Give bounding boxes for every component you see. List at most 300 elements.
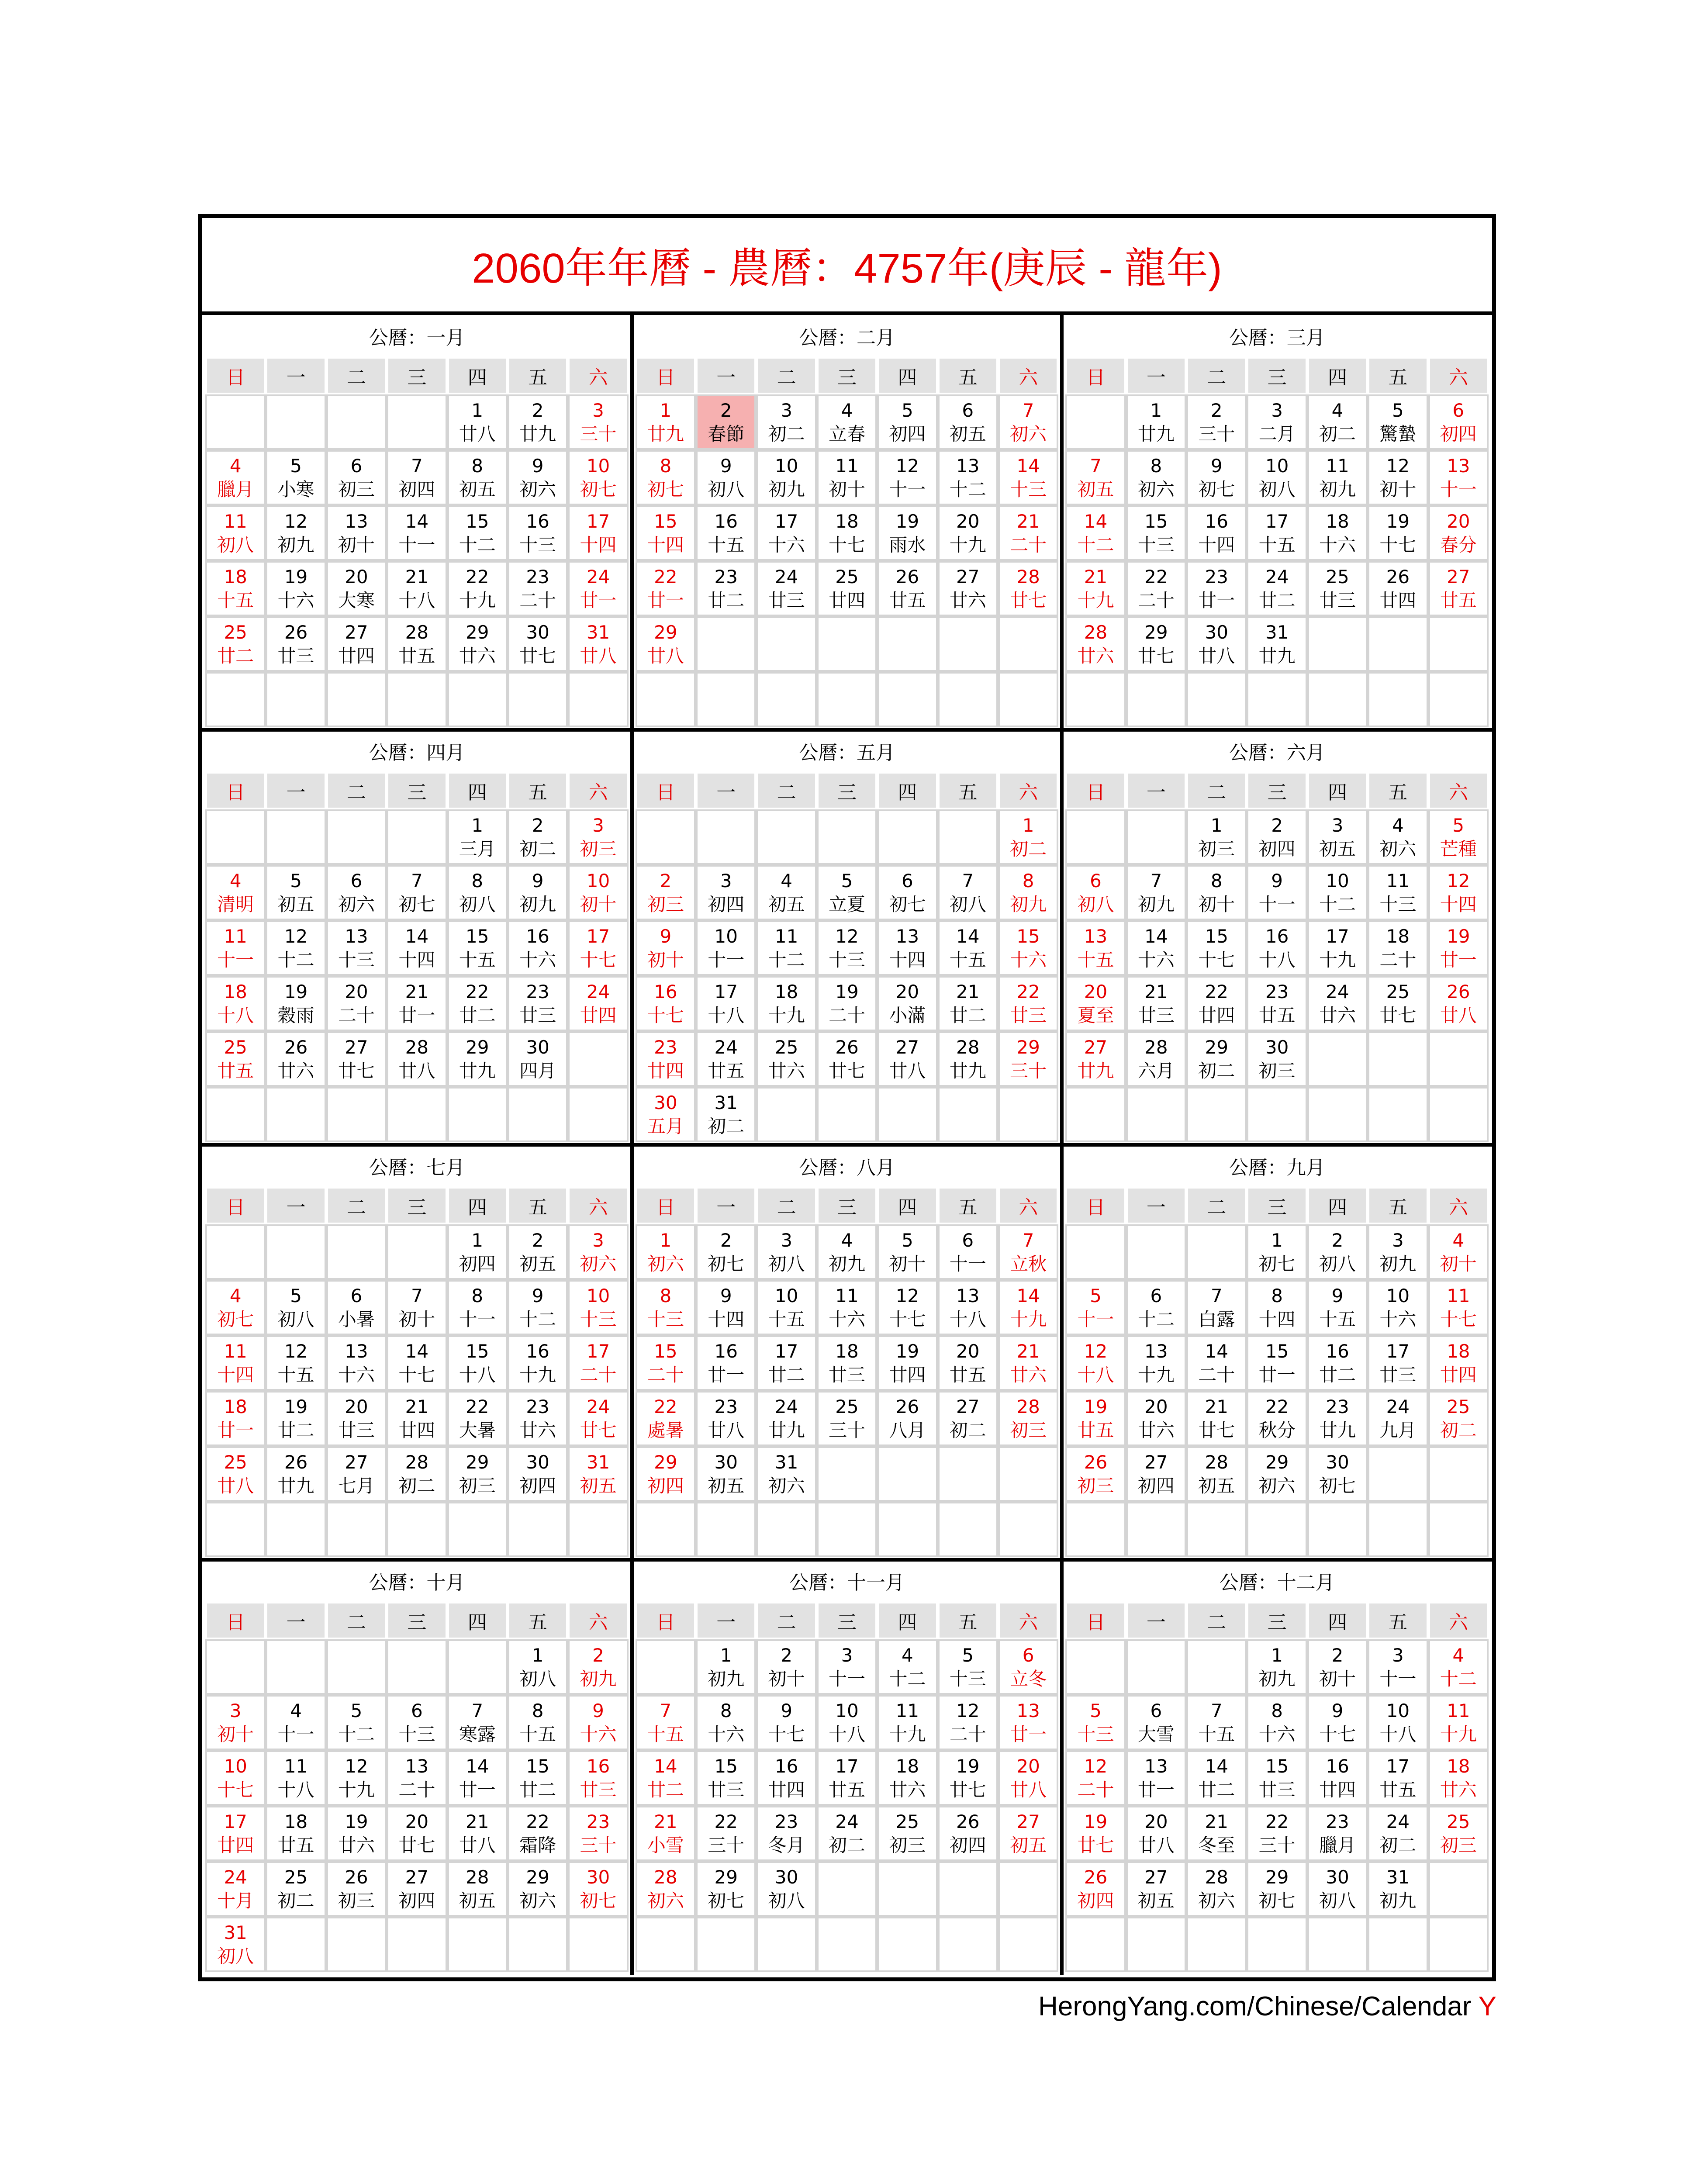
day-cell[interactable] (1247, 1280, 1307, 1335)
day-cell[interactable] (696, 1446, 756, 1502)
day-cell[interactable] (447, 450, 508, 505)
day-cell[interactable] (326, 1806, 387, 1861)
day-cell[interactable] (877, 1280, 937, 1335)
day-cell[interactable] (508, 1750, 568, 1806)
day-cell[interactable] (1428, 809, 1489, 865)
day-cell[interactable] (998, 1335, 1058, 1391)
day-cell[interactable] (877, 1391, 937, 1446)
day-cell[interactable] (266, 976, 326, 1031)
day-cell[interactable] (1368, 561, 1428, 616)
day-cell[interactable] (1247, 561, 1307, 616)
day-cell[interactable] (1428, 1224, 1489, 1280)
day-cell[interactable] (508, 561, 568, 616)
day-cell[interactable] (1065, 1695, 1126, 1750)
day-cell[interactable] (447, 505, 508, 561)
day-cell[interactable] (508, 1806, 568, 1861)
day-cell[interactable] (1247, 809, 1307, 865)
day-cell[interactable] (387, 1446, 447, 1502)
day-cell[interactable] (1126, 394, 1186, 450)
day-cell[interactable] (205, 1280, 266, 1335)
day-cell[interactable] (1065, 1031, 1126, 1087)
day-cell[interactable] (1186, 616, 1247, 672)
day-cell[interactable] (998, 1750, 1058, 1806)
day-cell[interactable] (817, 920, 877, 976)
day-cell[interactable] (205, 920, 266, 976)
day-cell[interactable] (1247, 1031, 1307, 1087)
day-cell[interactable] (938, 1031, 998, 1087)
day-cell[interactable] (266, 1391, 326, 1446)
day-cell[interactable] (696, 394, 756, 450)
day-cell[interactable] (1307, 1806, 1368, 1861)
day-cell[interactable] (1186, 1280, 1247, 1335)
day-cell[interactable] (998, 920, 1058, 976)
day-cell[interactable] (1368, 1335, 1428, 1391)
day-cell[interactable] (326, 1861, 387, 1917)
day-cell[interactable] (1428, 1639, 1489, 1695)
day-cell[interactable] (1428, 1750, 1489, 1806)
day-cell[interactable] (568, 616, 628, 672)
day-cell[interactable] (756, 561, 816, 616)
day-cell[interactable] (938, 1335, 998, 1391)
day-cell[interactable] (508, 1695, 568, 1750)
day-cell[interactable] (1065, 1750, 1126, 1806)
day-cell[interactable] (1126, 1750, 1186, 1806)
day-cell[interactable] (205, 976, 266, 1031)
day-cell[interactable] (636, 1806, 696, 1861)
day-cell[interactable] (1247, 1446, 1307, 1502)
day-cell[interactable] (568, 865, 628, 920)
day-cell[interactable] (387, 616, 447, 672)
day-cell[interactable] (447, 1224, 508, 1280)
day-cell[interactable] (1368, 394, 1428, 450)
day-cell[interactable] (387, 976, 447, 1031)
day-cell[interactable] (1186, 394, 1247, 450)
day-cell[interactable] (1186, 1391, 1247, 1446)
day-cell[interactable] (1428, 1280, 1489, 1335)
day-cell[interactable] (1428, 1806, 1489, 1861)
day-cell[interactable] (1065, 976, 1126, 1031)
day-cell[interactable] (1065, 1335, 1126, 1391)
day-cell[interactable] (1126, 561, 1186, 616)
day-cell[interactable] (636, 1280, 696, 1335)
day-cell[interactable] (636, 865, 696, 920)
day-cell[interactable] (387, 1695, 447, 1750)
day-cell[interactable] (387, 561, 447, 616)
day-cell[interactable] (568, 1224, 628, 1280)
day-cell[interactable] (636, 394, 696, 450)
day-cell[interactable] (326, 1446, 387, 1502)
day-cell[interactable] (1065, 561, 1126, 616)
day-cell[interactable] (447, 1446, 508, 1502)
day-cell[interactable] (817, 394, 877, 450)
day-cell[interactable] (1428, 505, 1489, 561)
day-cell[interactable] (508, 1224, 568, 1280)
day-cell[interactable] (877, 920, 937, 976)
day-cell[interactable] (696, 1280, 756, 1335)
day-cell[interactable] (877, 1695, 937, 1750)
day-cell[interactable] (1307, 920, 1368, 976)
day-cell[interactable] (756, 1639, 816, 1695)
day-cell[interactable] (447, 809, 508, 865)
day-cell[interactable] (1368, 1280, 1428, 1335)
day-cell[interactable] (938, 1391, 998, 1446)
day-cell[interactable] (508, 920, 568, 976)
day-cell[interactable] (266, 1280, 326, 1335)
day-cell[interactable] (447, 865, 508, 920)
day-cell[interactable] (508, 616, 568, 672)
day-cell[interactable] (1307, 505, 1368, 561)
day-cell[interactable] (696, 1695, 756, 1750)
day-cell[interactable] (508, 1861, 568, 1917)
day-cell[interactable] (636, 616, 696, 672)
day-cell[interactable] (568, 1391, 628, 1446)
day-cell[interactable] (205, 1335, 266, 1391)
day-cell[interactable] (266, 920, 326, 976)
day-cell[interactable] (1126, 1280, 1186, 1335)
day-cell[interactable] (696, 1224, 756, 1280)
day-cell[interactable] (1065, 1391, 1126, 1446)
day-cell[interactable] (938, 561, 998, 616)
day-cell[interactable] (387, 920, 447, 976)
day-cell[interactable] (817, 1031, 877, 1087)
day-cell[interactable] (817, 1280, 877, 1335)
day-cell[interactable] (756, 450, 816, 505)
day-cell[interactable] (1307, 976, 1368, 1031)
day-cell[interactable] (817, 1639, 877, 1695)
day-cell[interactable] (266, 1806, 326, 1861)
day-cell[interactable] (568, 1750, 628, 1806)
day-cell[interactable] (568, 561, 628, 616)
day-cell[interactable] (387, 1031, 447, 1087)
day-cell[interactable] (1186, 809, 1247, 865)
day-cell[interactable] (266, 1861, 326, 1917)
day-cell[interactable] (508, 1335, 568, 1391)
day-cell[interactable] (1428, 394, 1489, 450)
day-cell[interactable] (877, 450, 937, 505)
day-cell[interactable] (817, 976, 877, 1031)
day-cell[interactable] (1368, 809, 1428, 865)
day-cell[interactable] (938, 394, 998, 450)
day-cell[interactable] (998, 450, 1058, 505)
day-cell[interactable] (1368, 1861, 1428, 1917)
day-cell[interactable] (998, 1695, 1058, 1750)
day-cell[interactable] (1186, 1806, 1247, 1861)
day-cell[interactable] (1065, 920, 1126, 976)
day-cell[interactable] (568, 1861, 628, 1917)
day-cell[interactable] (1247, 1335, 1307, 1391)
day-cell[interactable] (817, 561, 877, 616)
day-cell[interactable] (1368, 865, 1428, 920)
day-cell[interactable] (326, 1335, 387, 1391)
day-cell[interactable] (205, 505, 266, 561)
day-cell[interactable] (696, 1750, 756, 1806)
day-cell[interactable] (1186, 1335, 1247, 1391)
day-cell[interactable] (1186, 976, 1247, 1031)
day-cell[interactable] (1307, 809, 1368, 865)
day-cell[interactable] (205, 1917, 266, 1972)
day-cell[interactable] (1247, 1224, 1307, 1280)
day-cell[interactable] (636, 1695, 696, 1750)
day-cell[interactable] (756, 1224, 816, 1280)
day-cell[interactable] (205, 1446, 266, 1502)
day-cell[interactable] (266, 1031, 326, 1087)
day-cell[interactable] (266, 1335, 326, 1391)
day-cell[interactable] (1247, 505, 1307, 561)
day-cell[interactable] (696, 450, 756, 505)
day-cell[interactable] (817, 1695, 877, 1750)
day-cell[interactable] (1428, 450, 1489, 505)
day-cell[interactable] (447, 1335, 508, 1391)
day-cell[interactable] (696, 1391, 756, 1446)
day-cell[interactable] (1307, 865, 1368, 920)
day-cell[interactable] (387, 1335, 447, 1391)
day-cell[interactable] (756, 920, 816, 976)
day-cell[interactable] (1307, 1391, 1368, 1446)
day-cell[interactable] (205, 865, 266, 920)
day-cell[interactable] (1247, 450, 1307, 505)
day-cell[interactable] (266, 450, 326, 505)
day-cell[interactable] (1126, 1335, 1186, 1391)
day-cell[interactable] (756, 1806, 816, 1861)
day-cell[interactable] (817, 865, 877, 920)
day-cell[interactable] (998, 1224, 1058, 1280)
day-cell[interactable] (205, 1391, 266, 1446)
day-cell[interactable] (1307, 1861, 1368, 1917)
day-cell[interactable] (636, 561, 696, 616)
day-cell[interactable] (1186, 561, 1247, 616)
day-cell[interactable] (817, 1806, 877, 1861)
day-cell[interactable] (447, 1031, 508, 1087)
day-cell[interactable] (1247, 865, 1307, 920)
day-cell[interactable] (568, 809, 628, 865)
day-cell[interactable] (1186, 1446, 1247, 1502)
day-cell[interactable] (1065, 450, 1126, 505)
day-cell[interactable] (1428, 1391, 1489, 1446)
day-cell[interactable] (1428, 1335, 1489, 1391)
day-cell[interactable] (508, 450, 568, 505)
day-cell[interactable] (568, 976, 628, 1031)
day-cell[interactable] (877, 1031, 937, 1087)
day-cell[interactable] (877, 976, 937, 1031)
day-cell[interactable] (447, 1806, 508, 1861)
day-cell[interactable] (1065, 505, 1126, 561)
day-cell[interactable] (696, 1639, 756, 1695)
day-cell[interactable] (447, 1750, 508, 1806)
day-cell[interactable] (877, 394, 937, 450)
day-cell[interactable] (1126, 1391, 1186, 1446)
day-cell[interactable] (1065, 1280, 1126, 1335)
day-cell[interactable] (266, 616, 326, 672)
day-cell[interactable] (266, 1695, 326, 1750)
day-cell[interactable] (508, 394, 568, 450)
day-cell[interactable] (387, 1861, 447, 1917)
day-cell[interactable] (1186, 1861, 1247, 1917)
day-cell[interactable] (1126, 505, 1186, 561)
day-cell[interactable] (998, 1806, 1058, 1861)
day-cell[interactable] (756, 865, 816, 920)
day-cell[interactable] (326, 976, 387, 1031)
day-cell[interactable] (326, 865, 387, 920)
day-cell[interactable] (205, 1806, 266, 1861)
day-cell[interactable] (1186, 505, 1247, 561)
day-cell[interactable] (1126, 450, 1186, 505)
day-cell[interactable] (387, 450, 447, 505)
day-cell[interactable] (1307, 1639, 1368, 1695)
day-cell[interactable] (636, 920, 696, 976)
day-cell[interactable] (696, 1031, 756, 1087)
day-cell[interactable] (1065, 865, 1126, 920)
day-cell[interactable] (938, 450, 998, 505)
day-cell[interactable] (1126, 1806, 1186, 1861)
day-cell[interactable] (1065, 1861, 1126, 1917)
day-cell[interactable] (1126, 976, 1186, 1031)
day-cell[interactable] (938, 1695, 998, 1750)
day-cell[interactable] (636, 1391, 696, 1446)
day-cell[interactable] (387, 865, 447, 920)
day-cell[interactable] (508, 865, 568, 920)
day-cell[interactable] (1126, 865, 1186, 920)
day-cell[interactable] (817, 1391, 877, 1446)
day-cell[interactable] (636, 1861, 696, 1917)
day-cell[interactable] (447, 920, 508, 976)
day-cell[interactable] (1368, 1224, 1428, 1280)
day-cell[interactable] (568, 1446, 628, 1502)
day-cell[interactable] (756, 394, 816, 450)
day-cell[interactable] (326, 1391, 387, 1446)
day-cell[interactable] (998, 809, 1058, 865)
day-cell[interactable] (326, 1750, 387, 1806)
day-cell[interactable] (1247, 1861, 1307, 1917)
day-cell[interactable] (326, 561, 387, 616)
day-cell[interactable] (205, 1695, 266, 1750)
day-cell[interactable] (1065, 1806, 1126, 1861)
day-cell[interactable] (756, 976, 816, 1031)
day-cell[interactable] (387, 1806, 447, 1861)
day-cell[interactable] (568, 1639, 628, 1695)
day-cell[interactable] (568, 1695, 628, 1750)
day-cell[interactable] (1065, 1446, 1126, 1502)
day-cell[interactable] (1186, 865, 1247, 920)
day-cell[interactable] (756, 1861, 816, 1917)
day-cell[interactable] (568, 920, 628, 976)
day-cell[interactable] (696, 505, 756, 561)
day-cell[interactable] (568, 1280, 628, 1335)
day-cell[interactable] (326, 1280, 387, 1335)
day-cell[interactable] (938, 976, 998, 1031)
day-cell[interactable] (998, 1280, 1058, 1335)
day-cell[interactable] (508, 1031, 568, 1087)
day-cell[interactable] (1368, 1750, 1428, 1806)
day-cell[interactable] (1307, 1335, 1368, 1391)
day-cell[interactable] (508, 976, 568, 1031)
day-cell[interactable] (1428, 1695, 1489, 1750)
day-cell[interactable] (266, 1750, 326, 1806)
day-cell[interactable] (387, 1280, 447, 1335)
day-cell[interactable] (636, 1224, 696, 1280)
day-cell[interactable] (1247, 1750, 1307, 1806)
day-cell[interactable] (1186, 1695, 1247, 1750)
day-cell[interactable] (326, 920, 387, 976)
day-cell[interactable] (447, 616, 508, 672)
day-cell[interactable] (938, 865, 998, 920)
day-cell[interactable] (326, 1695, 387, 1750)
day-cell[interactable] (1126, 1031, 1186, 1087)
day-cell[interactable] (1368, 1639, 1428, 1695)
day-cell[interactable] (1186, 1750, 1247, 1806)
day-cell[interactable] (387, 1750, 447, 1806)
day-cell[interactable] (1307, 561, 1368, 616)
day-cell[interactable] (1307, 450, 1368, 505)
day-cell[interactable] (1247, 920, 1307, 976)
day-cell[interactable] (326, 450, 387, 505)
day-cell[interactable] (756, 1335, 816, 1391)
day-cell[interactable] (817, 1224, 877, 1280)
day-cell[interactable] (998, 976, 1058, 1031)
day-cell[interactable] (1126, 1446, 1186, 1502)
day-cell[interactable] (756, 1695, 816, 1750)
day-cell[interactable] (877, 1224, 937, 1280)
day-cell[interactable] (1065, 616, 1126, 672)
day-cell[interactable] (266, 1446, 326, 1502)
day-cell[interactable] (817, 1335, 877, 1391)
day-cell[interactable] (205, 616, 266, 672)
day-cell[interactable] (636, 505, 696, 561)
day-cell[interactable] (508, 1391, 568, 1446)
day-cell[interactable] (998, 865, 1058, 920)
day-cell[interactable] (817, 505, 877, 561)
day-cell[interactable] (756, 1280, 816, 1335)
day-cell[interactable] (1247, 976, 1307, 1031)
day-cell[interactable] (998, 394, 1058, 450)
footer-url[interactable] (1038, 1991, 1496, 2022)
day-cell[interactable] (696, 920, 756, 976)
day-cell[interactable] (447, 561, 508, 616)
day-cell[interactable] (998, 561, 1058, 616)
day-cell[interactable] (877, 1806, 937, 1861)
day-cell[interactable] (568, 394, 628, 450)
day-cell[interactable] (877, 865, 937, 920)
day-cell[interactable] (817, 450, 877, 505)
day-cell[interactable] (998, 1391, 1058, 1446)
day-cell[interactable] (1368, 505, 1428, 561)
day-cell[interactable] (326, 1031, 387, 1087)
day-cell[interactable] (266, 865, 326, 920)
day-cell[interactable] (266, 505, 326, 561)
day-cell[interactable] (508, 1639, 568, 1695)
day-cell[interactable] (326, 616, 387, 672)
day-cell[interactable] (1307, 1224, 1368, 1280)
day-cell[interactable] (938, 1806, 998, 1861)
day-cell[interactable] (636, 1031, 696, 1087)
day-cell[interactable] (1307, 1695, 1368, 1750)
day-cell[interactable] (696, 561, 756, 616)
day-cell[interactable] (1307, 1446, 1368, 1502)
day-cell[interactable] (447, 976, 508, 1031)
day-cell[interactable] (447, 394, 508, 450)
day-cell[interactable] (696, 1806, 756, 1861)
day-cell[interactable] (568, 1335, 628, 1391)
day-cell[interactable] (205, 1750, 266, 1806)
day-cell[interactable] (938, 1639, 998, 1695)
day-cell[interactable] (1186, 920, 1247, 976)
day-cell[interactable] (447, 1280, 508, 1335)
day-cell[interactable] (1307, 1280, 1368, 1335)
day-cell[interactable] (756, 1391, 816, 1446)
day-cell[interactable] (447, 1391, 508, 1446)
day-cell[interactable] (447, 1695, 508, 1750)
day-cell[interactable] (756, 1446, 816, 1502)
day-cell[interactable] (877, 505, 937, 561)
